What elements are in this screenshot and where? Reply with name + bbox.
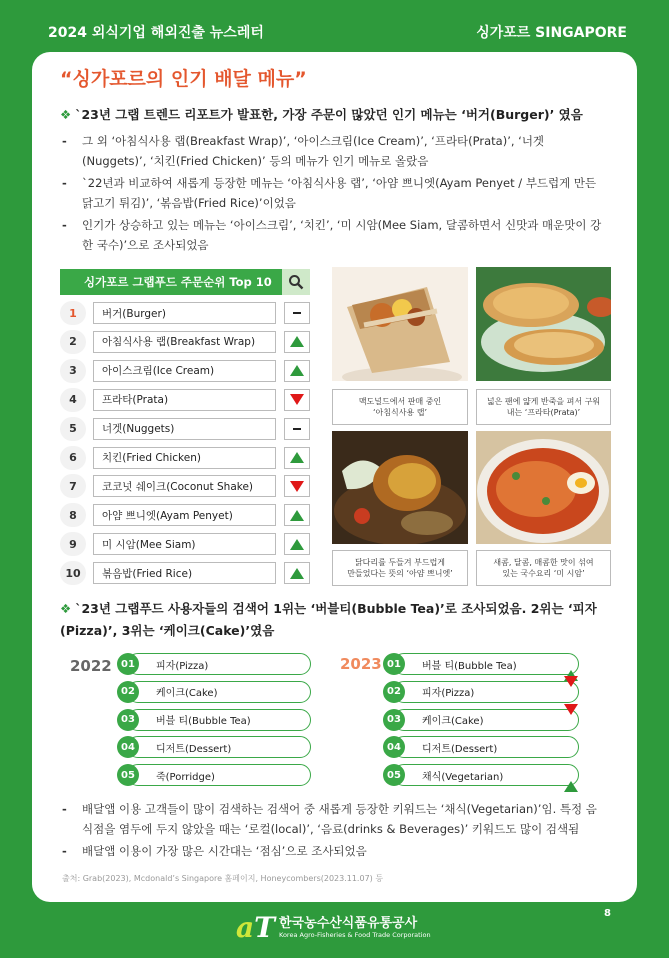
rank-trend bbox=[284, 360, 310, 382]
keyword-item bbox=[117, 736, 311, 758]
rank-number: 9 bbox=[60, 532, 86, 556]
rank-label: 아침식사용 랩(Breakfast Wrap) bbox=[93, 331, 276, 353]
down-arrow-icon bbox=[564, 676, 578, 698]
keyword-pill bbox=[393, 709, 579, 731]
ranking-row bbox=[60, 474, 310, 498]
search-icon bbox=[282, 269, 310, 295]
rank-label: 아얌 쁘니엣(Ayam Penyet) bbox=[93, 504, 276, 526]
keyword-trend bbox=[564, 715, 578, 726]
keyword-label: 채식(Vegetarian) bbox=[422, 771, 504, 783]
rank-trend bbox=[284, 504, 310, 526]
keyword-label: 죽(Porridge) bbox=[156, 771, 215, 783]
keyword-item bbox=[117, 653, 311, 675]
rank-trend bbox=[284, 331, 310, 353]
ayam-penyet-photo bbox=[332, 431, 468, 544]
down-arrow-icon bbox=[290, 394, 304, 405]
keyword-item bbox=[383, 709, 579, 731]
up-arrow-icon bbox=[290, 539, 304, 550]
country-label: 싱가포르 SINGAPORE bbox=[476, 25, 627, 41]
up-arrow-icon bbox=[290, 510, 304, 521]
top-bullet-list bbox=[62, 131, 607, 257]
search-intro-text: `23년 그랩푸드 사용자들의 검색어 1위는 ‘버블티(Bubble Tea)’로 조사되었음. 2위는 ‘피자(Pizza)’, 3위는 ‘케이크(Cake)’였음 bbox=[60, 601, 597, 638]
keyword-item bbox=[117, 681, 311, 703]
keyword-item bbox=[383, 764, 579, 786]
rank-number: 8 bbox=[60, 503, 86, 527]
rank-trend bbox=[284, 562, 310, 584]
prata-photo bbox=[476, 267, 611, 381]
ranking-row bbox=[60, 503, 310, 527]
keyword-rank: 02 bbox=[117, 681, 139, 703]
ranking-row bbox=[60, 301, 310, 325]
year-2022-label: 2022 bbox=[70, 657, 112, 675]
keyword-pill bbox=[393, 736, 579, 758]
down-arrow-icon bbox=[564, 704, 578, 726]
photo-caption bbox=[332, 550, 468, 586]
keyword-item bbox=[383, 681, 579, 703]
keyword-rank: 01 bbox=[117, 653, 139, 675]
rank-trend bbox=[284, 302, 310, 324]
ranking-row bbox=[60, 561, 310, 585]
ranking-row bbox=[60, 388, 310, 412]
rank-number: 6 bbox=[60, 446, 86, 470]
ranking-row bbox=[60, 446, 310, 470]
rank-label: 버거(Burger) bbox=[93, 302, 276, 324]
rank-label: 볶음밥(Fried Rice) bbox=[93, 562, 276, 584]
caption-line: 만들었다는 뜻의 ‘아얌 쁘니엣’ bbox=[347, 569, 453, 578]
mee-siam-photo bbox=[476, 431, 611, 544]
ranking-row bbox=[60, 417, 310, 441]
keyword-label: 케이크(Cake) bbox=[156, 688, 218, 700]
bullet-item: - 배달앱 이용 고객들이 많이 검색하는 검색어 중 새롭게 등장한 키워드는 ‘채식(Vegetarian)’임. 특정 음식점을 염두에 두지 않았을 때는 ‘로컬(local)’, ‘음료(drinks & Beverages)’ 키워드도 많이 검색됨 bbox=[62, 799, 607, 839]
keyword-label: 피자(Pizza) bbox=[422, 688, 475, 700]
keyword-pill bbox=[127, 653, 311, 675]
photo-caption bbox=[476, 389, 611, 425]
page-number: 8 bbox=[604, 908, 611, 919]
search-intro bbox=[60, 598, 608, 642]
source-note: 출처: Grab(2023), Mcdonald’s Singapore 홈페이지, Honeycombers(2023.11.07) 등 bbox=[62, 874, 384, 883]
rank-trend bbox=[284, 447, 310, 469]
keyword-label: 버블 티(Bubble Tea) bbox=[156, 716, 251, 728]
newsletter-title: 2024 외식기업 해외진출 뉴스레터 bbox=[48, 25, 264, 41]
ranking-row bbox=[60, 532, 310, 556]
up-arrow-icon bbox=[564, 770, 578, 792]
caption-line: 넓은 팬에 얇게 반죽을 펴서 구워 bbox=[486, 397, 601, 406]
no-change-icon bbox=[293, 428, 301, 430]
keyword-label: 피자(Pizza) bbox=[156, 660, 209, 672]
keyword-pill bbox=[393, 764, 579, 786]
rank-number: 5 bbox=[60, 417, 86, 441]
up-arrow-icon bbox=[290, 336, 304, 347]
keyword-rank: 03 bbox=[383, 709, 405, 731]
rank-number: 3 bbox=[60, 359, 86, 383]
keyword-trend bbox=[564, 659, 578, 670]
keyword-label: 디저트(Dessert) bbox=[422, 743, 498, 755]
keyword-label: 디저트(Dessert) bbox=[156, 743, 232, 755]
ranking-row bbox=[60, 330, 310, 354]
keyword-pill bbox=[127, 709, 311, 731]
at-logo-icon: aT bbox=[236, 911, 275, 944]
photo-caption bbox=[476, 550, 611, 586]
breakfast-wrap-photo bbox=[332, 267, 468, 381]
keyword-rank: 05 bbox=[117, 764, 139, 786]
up-arrow-icon bbox=[290, 365, 304, 376]
bullet-item: - `22년과 비교하여 새롭게 등장한 메뉴는 ‘아침식사용 랩’, ‘아얌 쁘니엣(Ayam Penyet / 부드럽게 만든 닭고기 튀김)’, ‘볶음밥(Fried Rice)’이었음 bbox=[62, 173, 607, 213]
year-2023-label: 2023 bbox=[340, 655, 382, 673]
no-change-icon bbox=[293, 312, 301, 314]
logo-name-ko: 한국농수산식품유통공사 bbox=[279, 916, 418, 931]
diamond-bullet-icon: ❖ bbox=[60, 107, 72, 122]
keyword-pill bbox=[127, 736, 311, 758]
logo-name-en: Korea Agro-Fisheries & Food Trade Corporation bbox=[279, 931, 431, 939]
intro-text: `23년 그랩 트렌드 리포트가 발표한, 가장 주문이 많았던 인기 메뉴는 ‘버거(Burger)’ 였음 bbox=[75, 107, 583, 122]
bullet-item: - 인기가 상승하고 있는 메뉴는 ‘아이스크림’, ‘치킨’, ‘미 시암(Mee Siam, 달콤하면서 신맛과 매운맛이 강한 국수)’으로 조사되었음 bbox=[62, 215, 607, 255]
down-arrow-icon bbox=[290, 481, 304, 492]
keyword-pill bbox=[393, 653, 579, 675]
header-bar bbox=[0, 0, 669, 60]
rank-number: 10 bbox=[60, 561, 86, 585]
keyword-item bbox=[117, 709, 311, 731]
rank-label: 너겟(Nuggets) bbox=[93, 418, 276, 440]
rank-label: 미 시암(Mee Siam) bbox=[93, 533, 276, 555]
bullet-item: - 그 외 ‘아침식사용 랩(Breakfast Wrap)’, ‘아이스크림(Ice Cream)’, ‘프라타(Prata)’, ‘너겟(Nuggets)’, ‘치킨(Fried Chicken)’ 등의 메뉴가 인기 메뉴로 올랐음 bbox=[62, 131, 607, 171]
rank-label: 프라타(Prata) bbox=[93, 389, 276, 411]
keyword-pill bbox=[127, 681, 311, 703]
ranking-row bbox=[60, 359, 310, 383]
keyword-rank: 04 bbox=[383, 736, 405, 758]
rank-label: 치킨(Fried Chicken) bbox=[93, 447, 276, 469]
up-arrow-icon bbox=[290, 568, 304, 579]
keyword-rank: 04 bbox=[117, 736, 139, 758]
keyword-rank: 05 bbox=[383, 764, 405, 786]
keyword-label: 버블 티(Bubble Tea) bbox=[422, 660, 517, 672]
keyword-item bbox=[383, 736, 579, 758]
diamond-bullet-icon: ❖ bbox=[60, 601, 72, 616]
ranking-title: 싱가포르 그랩푸드 주문순위 Top 10 bbox=[84, 275, 272, 289]
rank-label: 아이스크림(Ice Cream) bbox=[93, 360, 276, 382]
caption-line: 있는 국수요리 ‘미 시암’ bbox=[502, 569, 585, 578]
rank-label: 코코넛 쉐이크(Coconut Shake) bbox=[93, 475, 276, 497]
rank-number: 2 bbox=[60, 330, 86, 354]
rank-trend bbox=[284, 533, 310, 555]
up-arrow-icon bbox=[290, 452, 304, 463]
caption-line: ‘아침식사용 랩’ bbox=[373, 408, 427, 417]
caption-line: 닭다리를 두들겨 부드럽게 bbox=[354, 558, 446, 567]
intro-line bbox=[60, 105, 583, 123]
keyword-pill bbox=[127, 764, 311, 786]
keyword-pill bbox=[393, 681, 579, 703]
keyword-trend bbox=[564, 687, 578, 698]
keyword-label: 케이크(Cake) bbox=[422, 716, 484, 728]
keyword-rank: 03 bbox=[117, 709, 139, 731]
rank-number: 1 bbox=[60, 301, 86, 325]
rank-number: 7 bbox=[60, 474, 86, 498]
keyword-rank: 01 bbox=[383, 653, 405, 675]
caption-line: 새콤, 달콤, 매콤한 맛이 섞여 bbox=[493, 558, 594, 567]
rank-trend bbox=[284, 389, 310, 411]
bullet-item: - 배달앱 이용이 가장 많은 시간대는 ‘점심’으로 조사되었음 bbox=[62, 841, 607, 861]
keyword-rank: 02 bbox=[383, 681, 405, 703]
caption-line: 내는 ‘프라타(Prata)’ bbox=[506, 408, 581, 417]
bottom-bullet-list bbox=[62, 799, 607, 863]
keyword-item bbox=[383, 653, 579, 675]
photo-caption bbox=[332, 389, 468, 425]
rank-number: 4 bbox=[60, 388, 86, 412]
page-title: “싱가포르의 인기 배달 메뉴” bbox=[60, 68, 307, 90]
caption-line: 맥도널드에서 판매 중인 bbox=[358, 397, 442, 406]
rank-trend bbox=[284, 418, 310, 440]
keyword-item bbox=[117, 764, 311, 786]
keyword-trend bbox=[564, 770, 578, 781]
logo bbox=[236, 911, 431, 944]
ranking-header bbox=[60, 269, 310, 295]
rank-trend bbox=[284, 475, 310, 497]
